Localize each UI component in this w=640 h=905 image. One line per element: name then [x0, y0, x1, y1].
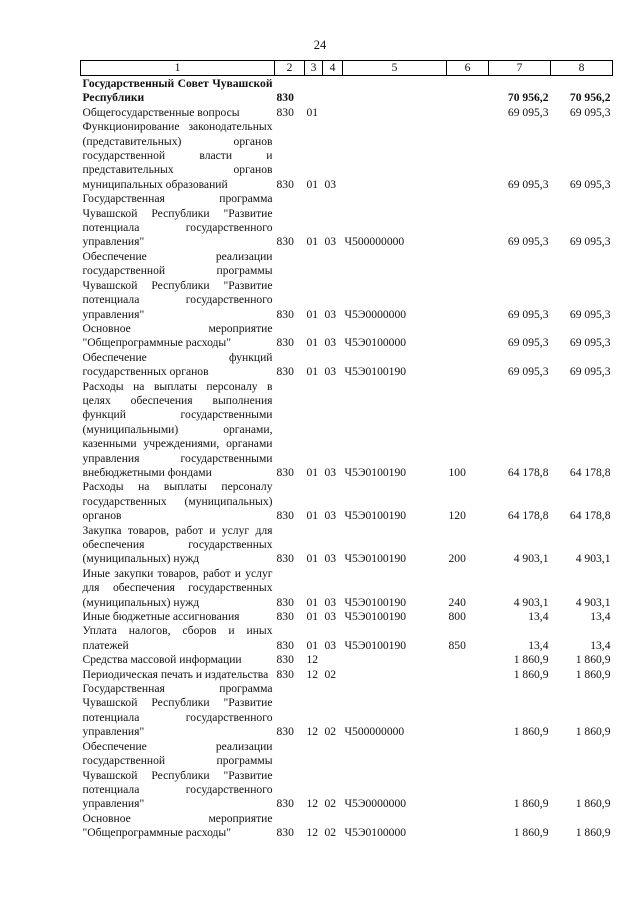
row-amount-2: 1 860,9 — [575, 653, 611, 667]
row-ministry-code: 830 — [276, 336, 294, 350]
row-name: Расходы на выплаты персоналу в целях обеспечения выполнения функций государственными (муниципальными) органами, казенными учреждениями, органами управления государственными внебюджетными фондами — [82, 379, 273, 479]
row-expense-type: 800 — [448, 610, 466, 624]
row-name: Функционирование законодательных (представительных) органов государственной власти и представительных органов муниципальных образований — [82, 120, 273, 191]
row-subsection-code: 03 — [324, 595, 337, 609]
row-subsection-code: 02 — [324, 667, 337, 681]
row-section-code: 01 — [306, 610, 319, 624]
row-ministry-code: 830 — [276, 595, 294, 609]
table-row — [81, 250, 613, 322]
row-expense-type: 100 — [448, 465, 466, 479]
row-name: Государственная программа Чувашской Республики "Развитие потенциала государственного управления" — [82, 192, 273, 249]
row-amount-1: 13,4 — [528, 610, 549, 624]
row-subsection-code: 03 — [324, 610, 337, 624]
row-amount-1: 13,4 — [528, 638, 549, 652]
row-expense-type: 850 — [448, 638, 466, 652]
row-target-article — [343, 120, 447, 192]
table-row — [81, 322, 613, 351]
table-row — [81, 351, 613, 380]
row-target-article: Ч5Э0100000 — [344, 826, 407, 840]
row-expense-type — [447, 322, 489, 351]
row-target-article: Ч5Э0100000 — [344, 336, 407, 350]
row-section-code: 12 — [306, 725, 319, 739]
row-amount-1: 64 178,8 — [507, 509, 549, 523]
row-subsection-code: 03 — [324, 552, 337, 566]
row-amount-2: 70 956,2 — [569, 91, 611, 105]
row-section-code — [305, 76, 323, 106]
header-cell: 2 — [275, 61, 305, 76]
row-subsection-code: 02 — [324, 797, 337, 811]
row-expense-type — [447, 812, 489, 841]
row-expense-type: 240 — [448, 595, 466, 609]
row-section-code: 12 — [306, 667, 319, 681]
header-cell: 3 — [305, 61, 323, 76]
row-section-code: 01 — [306, 336, 319, 350]
row-amount-1: 1 860,9 — [513, 725, 549, 739]
row-amount-2: 69 095,3 — [569, 336, 611, 350]
row-target-article: Ч5Э0000000 — [344, 307, 407, 321]
row-target-article: Ч500000000 — [344, 725, 405, 739]
row-amount-2: 69 095,3 — [569, 105, 611, 119]
row-name: Закупка товаров, работ и услуг для обеспечения государственных (муниципальных) нужд — [82, 523, 273, 566]
row-expense-type — [447, 106, 489, 120]
table-row — [81, 524, 613, 567]
table-row — [81, 740, 613, 812]
row-name: Уплата налогов, сборов и иных платежей — [82, 624, 273, 652]
table-row — [81, 668, 613, 682]
row-ministry-code: 830 — [276, 653, 294, 667]
row-amount-2: 1 860,9 — [575, 725, 611, 739]
row-section-code: 01 — [306, 465, 319, 479]
header-row — [81, 61, 613, 76]
row-target-article: Ч5Э0100190 — [344, 465, 407, 479]
row-amount-2: 4 903,1 — [575, 552, 611, 566]
row-target-article: Ч5Э0000000 — [344, 797, 407, 811]
row-section-code: 01 — [306, 235, 319, 249]
row-amount-2: 1 860,9 — [575, 797, 611, 811]
row-name: Основное мероприятие "Общепрограммные расходы" — [82, 321, 273, 350]
row-name: Иные бюджетные ассигнования — [82, 610, 240, 624]
row-name: Обеспечение реализации государственной программы Чувашской Республики "Развитие потенциала государственного управления" — [82, 249, 273, 321]
row-ministry-code: 830 — [276, 91, 294, 105]
page-number: 24 — [313, 38, 327, 52]
header-cell: 8 — [551, 61, 613, 76]
row-section-code: 12 — [306, 826, 319, 840]
row-amount-1: 69 095,3 — [507, 365, 549, 379]
row-amount-2: 69 095,3 — [569, 365, 611, 379]
row-target-article: Ч5Э0100190 — [344, 595, 407, 609]
row-ministry-code: 830 — [276, 610, 294, 624]
row-section-code: 01 — [306, 105, 319, 119]
row-amount-2: 69 095,3 — [569, 235, 611, 249]
row-amount-2: 69 095,3 — [569, 307, 611, 321]
table-row — [81, 812, 613, 841]
row-subsection-code: 03 — [324, 336, 337, 350]
row-section-code: 12 — [306, 653, 319, 667]
row-ministry-code: 830 — [276, 667, 294, 681]
row-name: Средства массовой информации — [82, 653, 242, 667]
row-name: Общегосударственные вопросы — [82, 105, 240, 119]
row-ministry-code: 830 — [276, 465, 294, 479]
row-ministry-code: 830 — [276, 552, 294, 566]
row-subsection-code: 03 — [324, 638, 337, 652]
table-row — [81, 380, 613, 481]
row-expense-type — [447, 668, 489, 682]
row-section-code: 01 — [306, 638, 319, 652]
row-ministry-code: 830 — [276, 638, 294, 652]
row-subsection-code: 03 — [324, 365, 337, 379]
row-target-article: Ч5Э0100190 — [344, 552, 407, 566]
row-target-article: Ч5Э0100190 — [344, 610, 407, 624]
row-target-article — [343, 76, 447, 106]
header-cell: 6 — [447, 61, 489, 76]
row-amount-1: 69 095,3 — [507, 235, 549, 249]
row-expense-type — [447, 250, 489, 322]
table-row — [81, 610, 613, 624]
row-expense-type — [447, 682, 489, 740]
row-section-code: 01 — [306, 365, 319, 379]
row-ministry-code: 830 — [276, 826, 294, 840]
row-ministry-code: 830 — [276, 235, 294, 249]
row-expense-type — [447, 740, 489, 812]
row-target-article — [343, 668, 447, 682]
row-section-code: 01 — [306, 177, 319, 191]
row-ministry-code: 830 — [276, 509, 294, 523]
header-cell: 5 — [343, 61, 447, 76]
table-row — [81, 120, 613, 192]
row-amount-2: 4 903,1 — [575, 595, 611, 609]
row-amount-1: 4 903,1 — [513, 552, 549, 566]
table-row — [81, 653, 613, 667]
row-section-code: 12 — [306, 797, 319, 811]
table-row — [81, 192, 613, 250]
row-amount-1: 1 860,9 — [513, 667, 549, 681]
row-target-article — [343, 106, 447, 120]
row-subsection-code: 02 — [324, 725, 337, 739]
budget-table — [80, 60, 613, 841]
row-amount-1: 70 956,2 — [507, 91, 549, 105]
header-cell: 1 — [81, 61, 275, 76]
row-name: Иные закупки товаров, работ и услуг для обеспечения государственных (муниципальных) нужд — [82, 566, 273, 609]
row-target-article: Ч500000000 — [344, 235, 405, 249]
row-amount-1: 1 860,9 — [513, 797, 549, 811]
row-amount-2: 1 860,9 — [575, 667, 611, 681]
row-expense-type — [447, 653, 489, 667]
row-ministry-code: 830 — [276, 725, 294, 739]
row-amount-1: 69 095,3 — [507, 336, 549, 350]
row-subsection-code — [323, 106, 343, 120]
row-name: Обеспечение реализации государственной программы Чувашской Республики "Развитие потенциала государственного управления" — [82, 739, 273, 811]
row-expense-type: 120 — [448, 509, 466, 523]
row-subsection-code: 03 — [324, 465, 337, 479]
row-amount-1: 1 860,9 — [513, 653, 549, 667]
row-expense-type — [447, 76, 489, 106]
row-subsection-code — [323, 653, 343, 667]
table-row — [81, 76, 613, 106]
row-name: Обеспечение функций государственных органов — [82, 350, 273, 379]
row-amount-2: 13,4 — [590, 638, 611, 652]
row-amount-1: 1 860,9 — [513, 826, 549, 840]
row-section-code: 01 — [306, 552, 319, 566]
table-row — [81, 624, 613, 653]
row-ministry-code: 830 — [276, 365, 294, 379]
row-target-article — [343, 653, 447, 667]
row-target-article: Ч5Э0100190 — [344, 509, 407, 523]
row-target-article: Ч5Э0100190 — [344, 638, 407, 652]
row-ministry-code: 830 — [276, 797, 294, 811]
row-subsection-code: 03 — [324, 307, 337, 321]
row-section-code: 01 — [306, 307, 319, 321]
table-row — [81, 106, 613, 120]
header-cell: 4 — [323, 61, 343, 76]
row-expense-type — [447, 192, 489, 250]
row-section-code: 01 — [306, 509, 319, 523]
header-cell: 7 — [489, 61, 551, 76]
row-name: Государственная программа Чувашской Республики "Развитие потенциала государственного управления" — [82, 682, 273, 739]
row-subsection-code — [323, 76, 343, 106]
row-amount-1: 4 903,1 — [513, 595, 549, 609]
row-amount-1: 69 095,3 — [507, 307, 549, 321]
table-row — [81, 480, 613, 523]
row-amount-2: 13,4 — [590, 610, 611, 624]
row-expense-type — [447, 351, 489, 380]
row-target-article: Ч5Э0100190 — [344, 365, 407, 379]
row-amount-1: 64 178,8 — [507, 465, 549, 479]
row-name: Периодическая печать и издательства — [82, 667, 269, 681]
table-row — [81, 567, 613, 610]
row-subsection-code: 03 — [324, 509, 337, 523]
row-name: Расходы на выплаты персоналу государственных (муниципальных) органов — [82, 480, 273, 523]
row-amount-2: 1 860,9 — [575, 826, 611, 840]
row-amount-2: 69 095,3 — [569, 177, 611, 191]
row-amount-1: 69 095,3 — [507, 105, 549, 119]
row-expense-type — [447, 120, 489, 192]
row-ministry-code: 830 — [276, 105, 294, 119]
row-section-code: 01 — [306, 595, 319, 609]
table-row — [81, 682, 613, 740]
row-amount-1: 69 095,3 — [507, 177, 549, 191]
row-subsection-code: 03 — [324, 235, 337, 249]
row-subsection-code: 03 — [324, 177, 337, 191]
row-name: Основное мероприятие "Общепрограммные расходы" — [82, 811, 273, 840]
row-ministry-code: 830 — [276, 307, 294, 321]
row-name: Государственный Совет Чувашской Республики — [82, 77, 273, 105]
row-subsection-code: 02 — [324, 826, 337, 840]
row-ministry-code: 830 — [276, 177, 294, 191]
row-amount-2: 64 178,8 — [569, 509, 611, 523]
row-amount-2: 64 178,8 — [569, 465, 611, 479]
row-expense-type: 200 — [448, 552, 466, 566]
